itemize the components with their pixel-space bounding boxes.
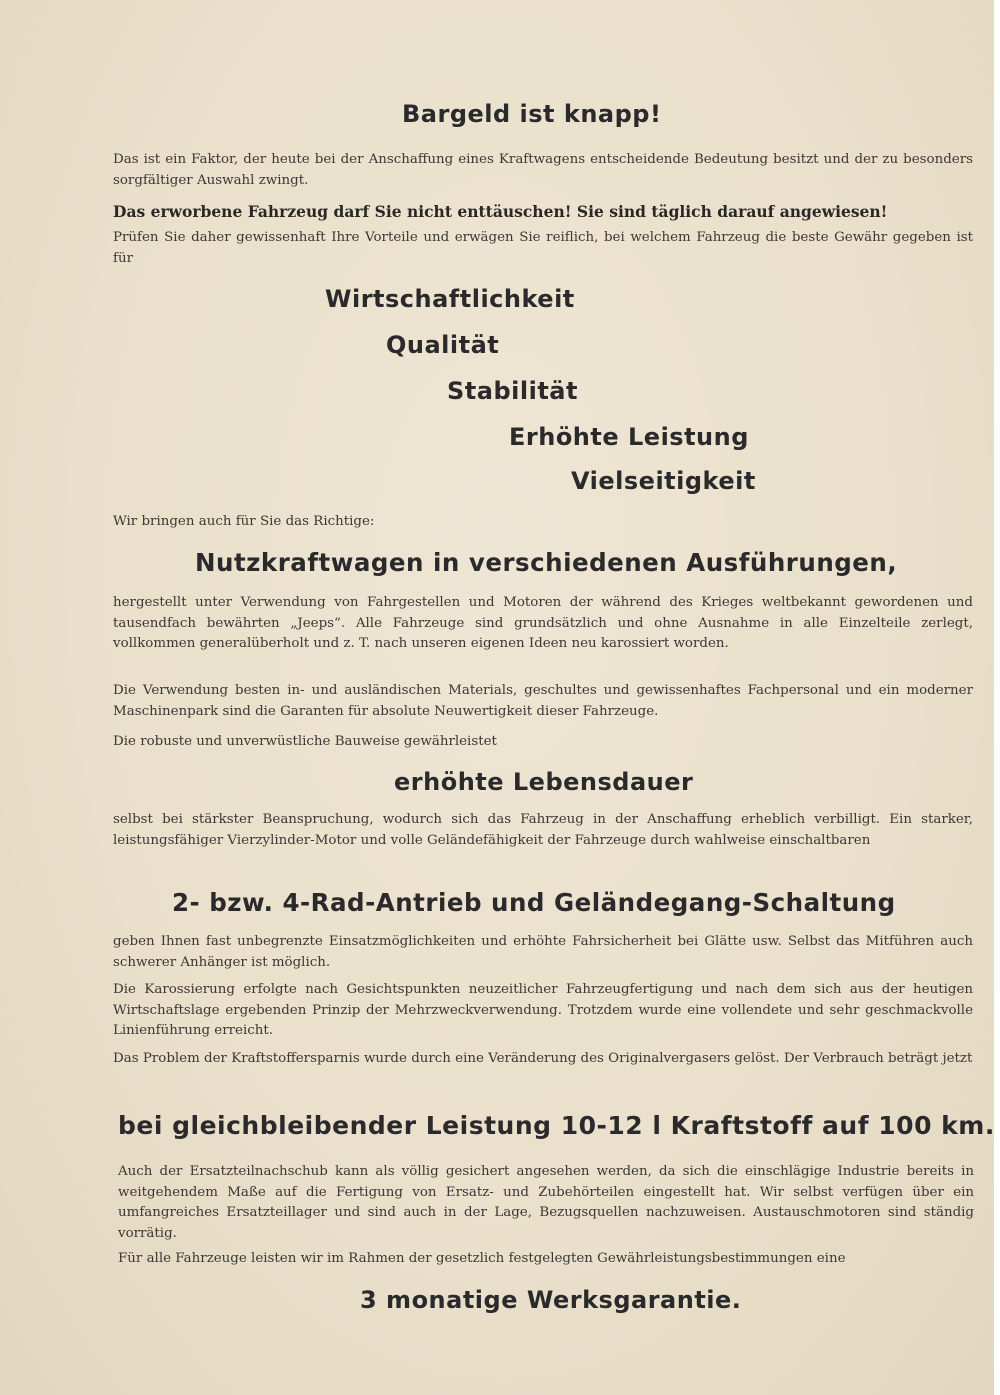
heading-lifetime: erhöhte Lebensdauer — [394, 768, 694, 796]
emphasis-line: Das erworbene Fahrzeug darf Sie nicht enttäuschen! Sie sind täglich darauf angewiesen! — [113, 202, 888, 221]
quality-qualitaet: Qualität — [386, 331, 500, 359]
intro-paragraph: Das ist ein Faktor, der heute bei der Anschaffung eines Kraftwagens entscheidende Bedeutung besitzt und der zu besonders sorgfältiger Auswahl zwingt. — [113, 152, 973, 188]
quality-erhoehte-leistung: Erhöhte Leistung — [509, 423, 749, 451]
bring-line: Wir bringen auch für Sie das Richtige: — [113, 514, 375, 529]
paragraph-fuel: Das Problem der Kraftstoffersparnis wurde durch eine Veränderung des Originalvergasers gelöst. Der Verbrauch beträgt jetzt — [113, 1051, 973, 1066]
heading-drive: 2- bzw. 4-Rad-Antrieb und Geländegang-Schaltung — [172, 888, 896, 917]
paragraph-options: geben Ihnen fast unbegrenzte Einsatzmöglichkeiten und erhöhte Fahrsicherheit bei Glätte usw. Selbst das Mitführen auch schwerer Anhänger ist möglich. — [113, 934, 973, 970]
paragraph-robust: Die robuste und unverwüstliche Bauweise gewährleistet — [113, 734, 497, 749]
quality-stabilitaet: Stabilität — [447, 377, 578, 405]
paragraph-load: selbst bei stärkster Beanspruchung, wodurch sich das Fahrzeug in der Anschaffung erheblich verbilligt. Ein starker, leistungsfähiger Vierzylinder-Motor und volle Geländefähigkeit der Fahrzeuge durch wahlweise einschaltbaren — [113, 812, 973, 848]
paragraph-jeeps: hergestellt unter Verwendung von Fahrgestellen und Motoren der während des Krieges weltbekannt gewordenen und tausendfach bewährten „Jeeps“. Alle Fahrzeuge sind grundsätzlich und ohne Ausnahme in alle Einzelteile zerlegt, vollkommen generalüberholt und z. T. nach unseren eigenen Ideen neu karossiert worden. — [113, 595, 973, 651]
heading-warranty: 3 monatige Werksgarantie. — [360, 1286, 742, 1314]
heading-vehicles: Nutzkraftwagen in verschiedenen Ausführungen, — [195, 548, 898, 577]
page-edge — [994, 0, 1000, 1395]
page-title: Bargeld ist knapp! — [402, 100, 662, 128]
quality-vielseitigkeit: Vielseitigkeit — [571, 467, 756, 495]
paragraph-parts: Auch der Ersatzteilnachschub kann als völlig gesichert angesehen werden, da sich die einschlägige Industrie bereits in weitgehendem Maße auf die Fertigung von Ersatz- und Zubehörteilen eingestellt hat. Wir selbst verfügen über ein umfangreiches Ersatzteillager und sind auch in der Lage, Bezugsquellen nachzuweisen. Austauschmotoren sind ständig vorrätig. — [118, 1164, 974, 1241]
paragraph-warranty: Für alle Fahrzeuge leisten wir im Rahmen der gesetzlich festgelegten Gewährleistungsbestimmungen eine — [118, 1251, 846, 1266]
quality-wirtschaftlichkeit: Wirtschaftlichkeit — [325, 285, 575, 313]
paragraph-material: Die Verwendung besten in- und ausländischen Materials, geschultes und gewissenhaftes Fachpersonal und ein moderner Maschinenpark sind die Garanten für absolute Neuwertigkeit dieser Fahrzeuge. — [113, 683, 973, 719]
check-paragraph: Prüfen Sie daher gewissenhaft Ihre Vorteile und erwägen Sie reiflich, bei welchem Fahrzeug die beste Gewähr gegeben ist für — [113, 230, 973, 266]
paragraph-body: Die Karossierung erfolgte nach Gesichtspunkten neuzeitlicher Fahrzeugfertigung und nach dem sich aus der heutigen Wirtschaftslage ergebenden Prinzip der Mehrzweckverwendung. Trotzdem wurde eine vollendete und sehr geschmackvolle Linienführung erreicht. — [113, 982, 973, 1038]
heading-consumption: bei gleichbleibender Leistung 10-12 l Kraftstoff auf 100 km. — [118, 1111, 995, 1140]
